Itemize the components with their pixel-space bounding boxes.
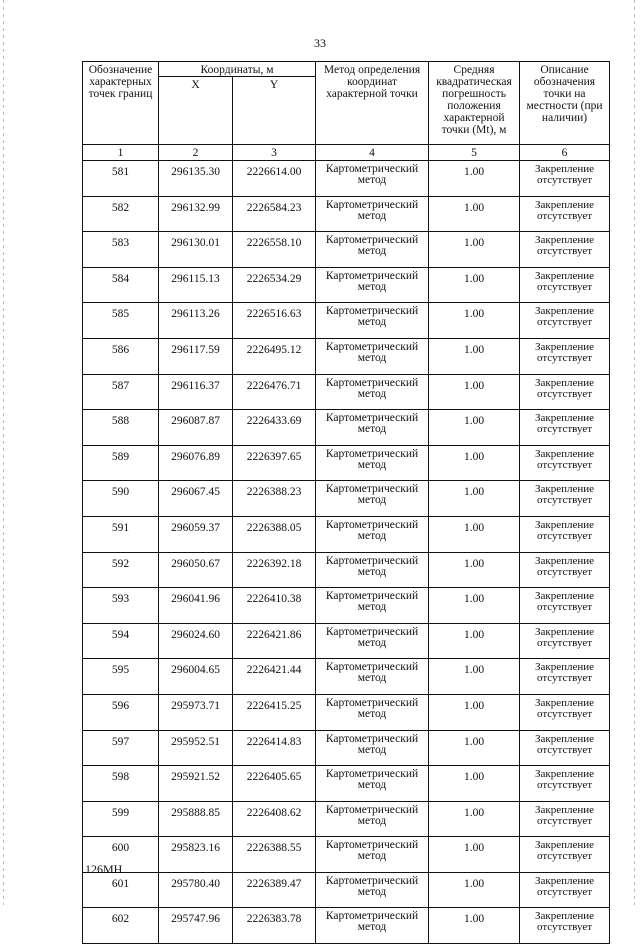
method-cell: Картометрический метод xyxy=(316,766,429,802)
column-number: 5 xyxy=(429,145,520,161)
y-cell: 2226414.83 xyxy=(233,730,316,766)
table-row xyxy=(83,694,610,730)
point-cell: 601 xyxy=(83,872,159,908)
point-cell: 591 xyxy=(83,516,159,552)
description-cell: Закрепление отсутствует xyxy=(520,801,610,837)
y-cell: 2226388.05 xyxy=(233,516,316,552)
x-cell: 296004.65 xyxy=(159,659,233,695)
x-cell: 296050.67 xyxy=(159,552,233,588)
header-coordinates: Координаты, м xyxy=(159,62,316,77)
x-cell: 296132.99 xyxy=(159,196,233,232)
y-cell: 2226433.69 xyxy=(233,410,316,446)
x-cell: 295973.71 xyxy=(159,694,233,730)
column-number: 2 xyxy=(159,145,233,161)
accuracy-cell: 1.00 xyxy=(429,303,520,339)
accuracy-cell: 1.00 xyxy=(429,516,520,552)
method-cell: Картометрический метод xyxy=(316,410,429,446)
description-cell: Закрепление отсутствует xyxy=(520,267,610,303)
method-cell: Картометрический метод xyxy=(316,161,429,197)
table-row xyxy=(83,267,610,303)
table-row xyxy=(83,338,610,374)
method-cell: Картометрический метод xyxy=(316,872,429,908)
point-cell: 596 xyxy=(83,694,159,730)
method-cell: Картометрический метод xyxy=(316,481,429,517)
method-cell: Картометрический метод xyxy=(316,552,429,588)
method-cell: Картометрический метод xyxy=(316,232,429,268)
accuracy-cell: 1.00 xyxy=(429,232,520,268)
x-cell: 295921.52 xyxy=(159,766,233,802)
accuracy-cell: 1.00 xyxy=(429,659,520,695)
x-cell: 296117.59 xyxy=(159,338,233,374)
y-cell: 2226495.12 xyxy=(233,338,316,374)
x-cell: 296135.30 xyxy=(159,161,233,197)
accuracy-cell: 1.00 xyxy=(429,908,520,944)
x-cell: 296024.60 xyxy=(159,623,233,659)
table-row xyxy=(83,659,610,695)
point-cell: 594 xyxy=(83,623,159,659)
description-cell: Закрепление отсутствует xyxy=(520,694,610,730)
y-cell: 2226405.65 xyxy=(233,766,316,802)
x-cell: 296041.96 xyxy=(159,588,233,624)
accuracy-cell: 1.00 xyxy=(429,410,520,446)
method-cell: Картометрический метод xyxy=(316,694,429,730)
method-cell: Картометрический метод xyxy=(316,659,429,695)
y-cell: 2226558.10 xyxy=(233,232,316,268)
description-cell: Закрепление отсутствует xyxy=(520,516,610,552)
method-cell: Картометрический метод xyxy=(316,267,429,303)
table-row xyxy=(83,445,610,481)
point-cell: 593 xyxy=(83,588,159,624)
accuracy-cell: 1.00 xyxy=(429,374,520,410)
method-cell: Картометрический метод xyxy=(316,623,429,659)
page-number: 33 xyxy=(314,36,326,50)
method-cell: Картометрический метод xyxy=(316,374,429,410)
table-row xyxy=(83,766,610,802)
right-margin-line xyxy=(634,0,635,905)
description-cell: Закрепление отсутствует xyxy=(520,445,610,481)
y-cell: 2226516.63 xyxy=(233,303,316,339)
y-cell: 2226421.86 xyxy=(233,623,316,659)
method-cell: Картометрический метод xyxy=(316,588,429,624)
header-method: Метод определения координат характерной точки xyxy=(316,62,429,145)
accuracy-cell: 1.00 xyxy=(429,730,520,766)
y-cell: 2226388.55 xyxy=(233,837,316,873)
method-cell: Картометрический метод xyxy=(316,908,429,944)
coordinates-table xyxy=(82,61,610,944)
table-row xyxy=(83,374,610,410)
point-cell: 587 xyxy=(83,374,159,410)
point-cell: 592 xyxy=(83,552,159,588)
description-cell: Закрепление отсутствует xyxy=(520,588,610,624)
point-cell: 589 xyxy=(83,445,159,481)
description-cell: Закрепление отсутствует xyxy=(520,659,610,695)
column-number: 3 xyxy=(233,145,316,161)
description-cell: Закрепление отсутствует xyxy=(520,623,610,659)
y-cell: 2226388.23 xyxy=(233,481,316,517)
accuracy-cell: 1.00 xyxy=(429,552,520,588)
description-cell: Закрепление отсутствует xyxy=(520,766,610,802)
accuracy-cell: 1.00 xyxy=(429,766,520,802)
table-row xyxy=(83,232,610,268)
method-cell: Картометрический метод xyxy=(316,303,429,339)
header-description: Описание обозначения точки на местности (при наличии) xyxy=(520,62,610,145)
x-cell: 296116.37 xyxy=(159,374,233,410)
y-cell: 2226383.78 xyxy=(233,908,316,944)
point-cell: 602 xyxy=(83,908,159,944)
accuracy-cell: 1.00 xyxy=(429,837,520,873)
method-cell: Картометрический метод xyxy=(316,801,429,837)
description-cell: Закрепление отсутствует xyxy=(520,481,610,517)
column-number: 1 xyxy=(83,145,159,161)
description-cell: Закрепление отсутствует xyxy=(520,908,610,944)
accuracy-cell: 1.00 xyxy=(429,445,520,481)
description-cell: Закрепление отсутствует xyxy=(520,161,610,197)
header-y: Y xyxy=(233,77,316,145)
point-cell: 584 xyxy=(83,267,159,303)
y-cell: 2226534.29 xyxy=(233,267,316,303)
footer-code: 126МН xyxy=(85,862,123,876)
method-cell: Картометрический метод xyxy=(316,445,429,481)
header-accuracy: Средняя квадратическая погрешность положения характерной точки (Mt), м xyxy=(429,62,520,145)
table-row xyxy=(83,303,610,339)
point-cell: 598 xyxy=(83,766,159,802)
description-cell: Закрепление отсутствует xyxy=(520,552,610,588)
x-cell: 296067.45 xyxy=(159,481,233,517)
description-cell: Закрепление отсутствует xyxy=(520,196,610,232)
accuracy-cell: 1.00 xyxy=(429,196,520,232)
x-cell: 295747.96 xyxy=(159,908,233,944)
column-numbers-row xyxy=(83,145,610,161)
point-cell: 582 xyxy=(83,196,159,232)
table-row xyxy=(83,552,610,588)
accuracy-cell: 1.00 xyxy=(429,801,520,837)
accuracy-cell: 1.00 xyxy=(429,623,520,659)
y-cell: 2226408.62 xyxy=(233,801,316,837)
x-cell: 295823.16 xyxy=(159,837,233,873)
method-cell: Картометрический метод xyxy=(316,837,429,873)
method-cell: Картометрический метод xyxy=(316,730,429,766)
table-row xyxy=(83,908,610,944)
x-cell: 296076.89 xyxy=(159,445,233,481)
table-row xyxy=(83,872,610,908)
point-cell: 586 xyxy=(83,338,159,374)
description-cell: Закрепление отсутствует xyxy=(520,872,610,908)
point-cell: 597 xyxy=(83,730,159,766)
table-row xyxy=(83,801,610,837)
table-row xyxy=(83,161,610,197)
point-cell: 600 xyxy=(83,837,159,873)
point-cell: 595 xyxy=(83,659,159,695)
table-row xyxy=(83,837,610,873)
method-cell: Картометрический метод xyxy=(316,338,429,374)
point-cell: 585 xyxy=(83,303,159,339)
y-cell: 2226415.25 xyxy=(233,694,316,730)
table-body xyxy=(83,161,610,944)
point-cell: 590 xyxy=(83,481,159,517)
description-cell: Закрепление отсутствует xyxy=(520,303,610,339)
x-cell: 296115.13 xyxy=(159,267,233,303)
accuracy-cell: 1.00 xyxy=(429,481,520,517)
column-number: 4 xyxy=(316,145,429,161)
x-cell: 296059.37 xyxy=(159,516,233,552)
y-cell: 2226389.47 xyxy=(233,872,316,908)
left-margin-line xyxy=(3,0,4,905)
description-cell: Закрепление отсутствует xyxy=(520,374,610,410)
y-cell: 2226410.38 xyxy=(233,588,316,624)
accuracy-cell: 1.00 xyxy=(429,338,520,374)
method-cell: Картометрический метод xyxy=(316,516,429,552)
x-cell: 295780.40 xyxy=(159,872,233,908)
x-cell: 295952.51 xyxy=(159,730,233,766)
y-cell: 2226392.18 xyxy=(233,552,316,588)
y-cell: 2226476.71 xyxy=(233,374,316,410)
point-cell: 599 xyxy=(83,801,159,837)
accuracy-cell: 1.00 xyxy=(429,872,520,908)
accuracy-cell: 1.00 xyxy=(429,267,520,303)
column-number: 6 xyxy=(520,145,610,161)
header-designation: Обозначение характерных точек границ xyxy=(83,62,159,145)
description-cell: Закрепление отсутствует xyxy=(520,837,610,873)
x-cell: 296113.26 xyxy=(159,303,233,339)
y-cell: 2226584.23 xyxy=(233,196,316,232)
method-cell: Картометрический метод xyxy=(316,196,429,232)
description-cell: Закрепление отсутствует xyxy=(520,410,610,446)
x-cell: 295888.85 xyxy=(159,801,233,837)
table-row xyxy=(83,196,610,232)
table-row xyxy=(83,481,610,517)
description-cell: Закрепление отсутствует xyxy=(520,730,610,766)
accuracy-cell: 1.00 xyxy=(429,588,520,624)
table-row xyxy=(83,588,610,624)
y-cell: 2226397.65 xyxy=(233,445,316,481)
table-row xyxy=(83,516,610,552)
description-cell: Закрепление отсутствует xyxy=(520,338,610,374)
point-cell: 583 xyxy=(83,232,159,268)
accuracy-cell: 1.00 xyxy=(429,161,520,197)
point-cell: 581 xyxy=(83,161,159,197)
table-row xyxy=(83,623,610,659)
y-cell: 2226421.44 xyxy=(233,659,316,695)
description-cell: Закрепление отсутствует xyxy=(520,232,610,268)
header-x: X xyxy=(159,77,233,145)
x-cell: 296130.01 xyxy=(159,232,233,268)
point-cell: 588 xyxy=(83,410,159,446)
x-cell: 296087.87 xyxy=(159,410,233,446)
table-row xyxy=(83,730,610,766)
table-row xyxy=(83,410,610,446)
accuracy-cell: 1.00 xyxy=(429,694,520,730)
y-cell: 2226614.00 xyxy=(233,161,316,197)
